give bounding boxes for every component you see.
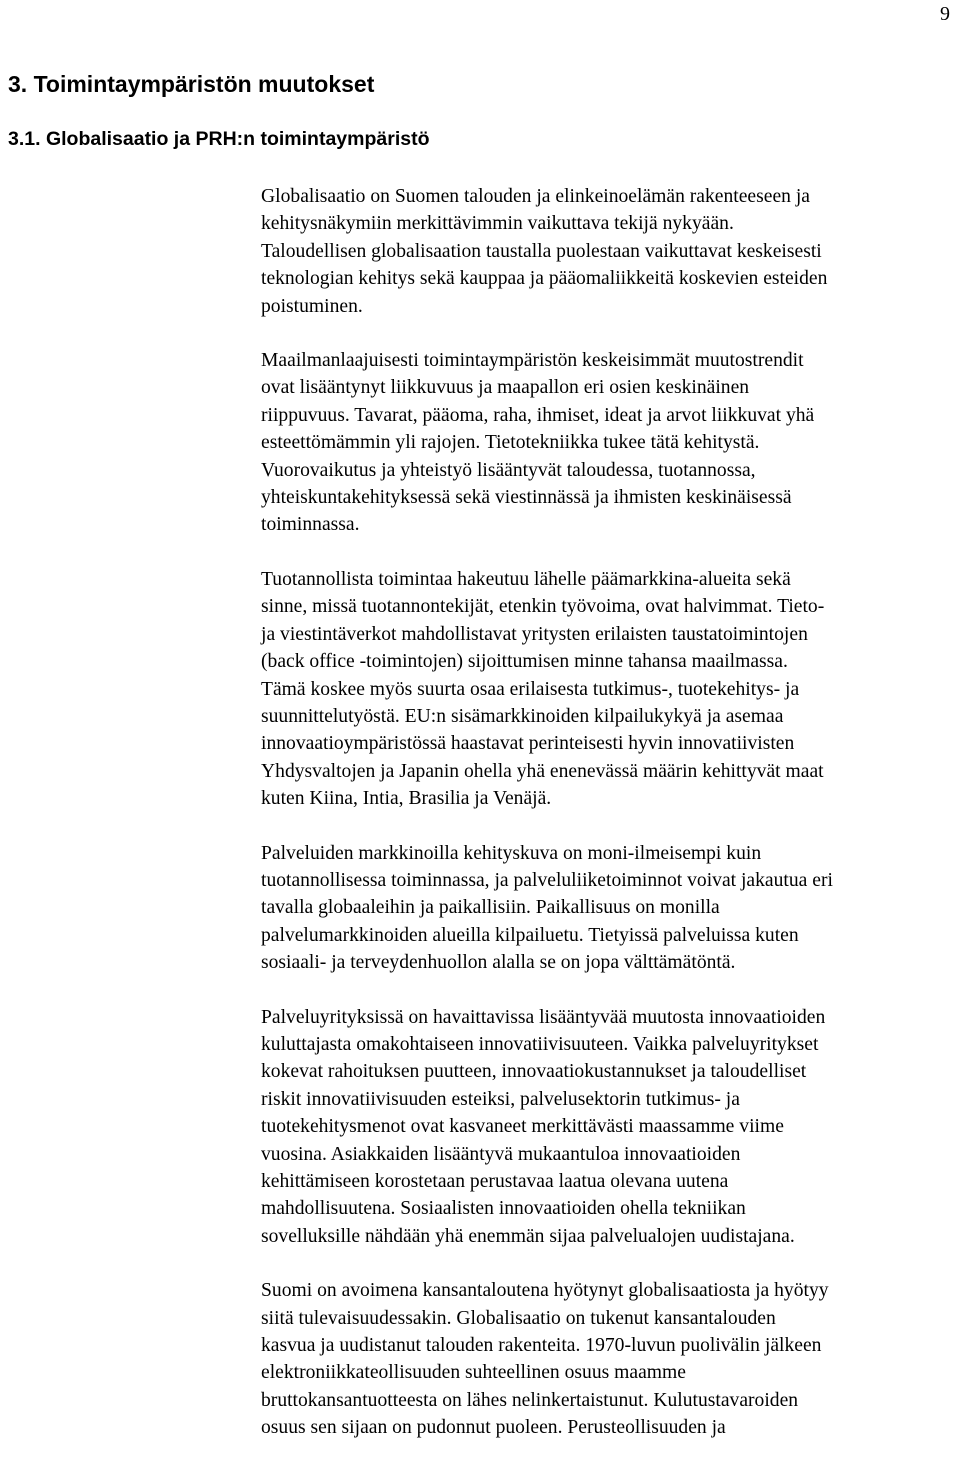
- text-line: esteettömämmin yli rajojen. Tietotekniikka tukee tätä kehitystä.: [261, 432, 760, 454]
- text-line: mahdollisuutena. Sosiaalisten innovaatioiden ohella tekniikan: [261, 1198, 746, 1220]
- text-line: tuotekehitysmenot ovat kasvaneet merkittävästi maassamme viime: [261, 1116, 784, 1138]
- text-line: Yhdysvaltojen ja Japanin ohella yhä enenevässä määrin kehittyvät maat: [261, 760, 824, 782]
- text-line: tavalla globaaleihin ja paikallisiin. Paikallisuus on monilla: [261, 897, 720, 919]
- text-line: Globalisaatio on Suomen talouden ja elinkeinoelämän rakenteeseen ja: [261, 186, 810, 207]
- text-line: toiminnassa.: [261, 514, 360, 536]
- text-line: Tämä koskee myös suurta osaa erilaisesta tutkimus-, tuotekehitys- ja: [261, 678, 800, 700]
- text-line: siitä tulevaisuudessakin. Globalisaatio on tukenut kansantalouden: [261, 1307, 776, 1329]
- text-line: kehitysnäkymiin merkittävimmin vaikuttava tekijä nykyään.: [261, 213, 734, 235]
- text-line: tuotannollisessa toiminnassa, ja palveluliiketoiminnot voivat jakautua eri: [261, 869, 833, 891]
- subsection-heading: 3.1. Globalisaatio ja PRH:n toimintaympäristö: [8, 128, 430, 150]
- text-line: osuus sen sijaan on pudonnut puoleen. Perusteollisuuden ja: [261, 1417, 726, 1439]
- paragraph-4: [261, 840, 960, 977]
- text-line: kehittämiseen korostetaan perustavaa laatua olevana uutena: [261, 1171, 729, 1192]
- paragraph-1: [261, 183, 960, 320]
- paragraph-3: [261, 566, 960, 813]
- text-line: sinne, missä tuotannontekijät, etenkin työvoima, ovat halvimmat. Tieto-: [261, 596, 825, 618]
- text-line: (back office -toimintojen) sijoittumisen minne tahansa maailmassa.: [261, 651, 788, 673]
- text-line: Suomi on avoimena kansantaloutena hyötynyt globalisaatiosta ja hyötyy: [261, 1280, 829, 1302]
- text-line: suunnittelutyöstä. EU:n sisämarkkinoiden kilpailukykyä ja asemaa: [261, 705, 784, 727]
- text-line: poistuminen.: [261, 295, 363, 317]
- text-line: ovat lisääntynyt liikkuvuus ja maapallon eri osien keskinäinen: [261, 377, 750, 399]
- text-line: kokevat rahoituksen puutteen, innovaatiokustannukset ja taloudelliset: [261, 1061, 807, 1083]
- text-line: ja viestintäverkot mahdollistavat yritysten erilaisten taustatoimintojen: [261, 623, 808, 645]
- text-line: kuluttajasta omakohtaiseen innovatiivisuuteen. Vaikka palveluyritykset: [261, 1033, 819, 1055]
- text-line: riskit innovatiivisuuden esteiksi, palvelusektorin tutkimus- ja: [261, 1088, 740, 1110]
- text-line: teknologian kehitys sekä kauppaa ja pääomaliikkeitä koskevien esteiden: [261, 268, 828, 290]
- section-heading: 3. Toimintaympäristön muutokset: [8, 71, 375, 97]
- text-line: palvelumarkkinoiden alueilla kilpailuetu. Tietyissä palveluissa kuten: [261, 924, 799, 946]
- text-line: Palveluiden markkinoilla kehityskuva on moni-ilmeisempi kuin: [261, 842, 762, 864]
- text-line: Vuorovaikutus ja yhteistyö lisääntyvät taloudessa, tuotannossa,: [261, 459, 756, 481]
- text-line: sosiaali- ja terveydenhuollon alalla se on jopa välttämätöntä.: [261, 952, 736, 974]
- text-line: kuten Kiina, Intia, Brasilia ja Venäjä.: [261, 788, 552, 810]
- text-line: kasvua ja uudistanut talouden rakenteita. 1970-luvun puolivälin jälkeen: [261, 1335, 822, 1357]
- paragraph-5: [261, 1004, 960, 1251]
- page-number: 9: [940, 3, 950, 25]
- text-line: sovelluksille nähdään yhä enemmän sijaa palvelualojen uudistajana.: [261, 1225, 795, 1247]
- text-line: riippuvuus. Tavarat, pääoma, raha, ihmiset, ideat ja arvot liikkuvat yhä: [261, 404, 815, 426]
- text-line: innovaatioympäristössä haastavat perinteisesti hyvin innovatiivisten: [261, 733, 795, 755]
- text-line: bruttokansantuotteesta on lähes nelinkertaistunut. Kulutustavaroiden: [261, 1389, 799, 1411]
- text-line: Taloudellisen globalisaation taustalla puolestaan vaikuttavat keskeisesti: [261, 240, 822, 262]
- text-line: vuosina. Asiakkaiden lisääntyvä mukaantuloa innovaatioiden: [261, 1143, 741, 1165]
- paragraph-6: [261, 1277, 960, 1441]
- text-line: yhteiskuntakehityksessä sekä viestinnässä ja ihmisten keskinäisessä: [261, 487, 792, 509]
- text-line: Palveluyrityksissä on havaittavissa lisääntyvää muutosta innovaatioiden: [261, 1006, 826, 1028]
- text-line: elektroniikkateollisuuden suhteellinen osuus maamme: [261, 1362, 686, 1384]
- text-line: Tuotannollista toimintaa hakeutuu lähelle päämarkkina-alueita sekä: [261, 568, 791, 590]
- text-line: Maailmanlaajuisesti toimintaympäristön keskeisimmät muutostrendit: [261, 350, 804, 372]
- paragraph-2: [261, 347, 960, 539]
- body-text: [261, 183, 960, 1469]
